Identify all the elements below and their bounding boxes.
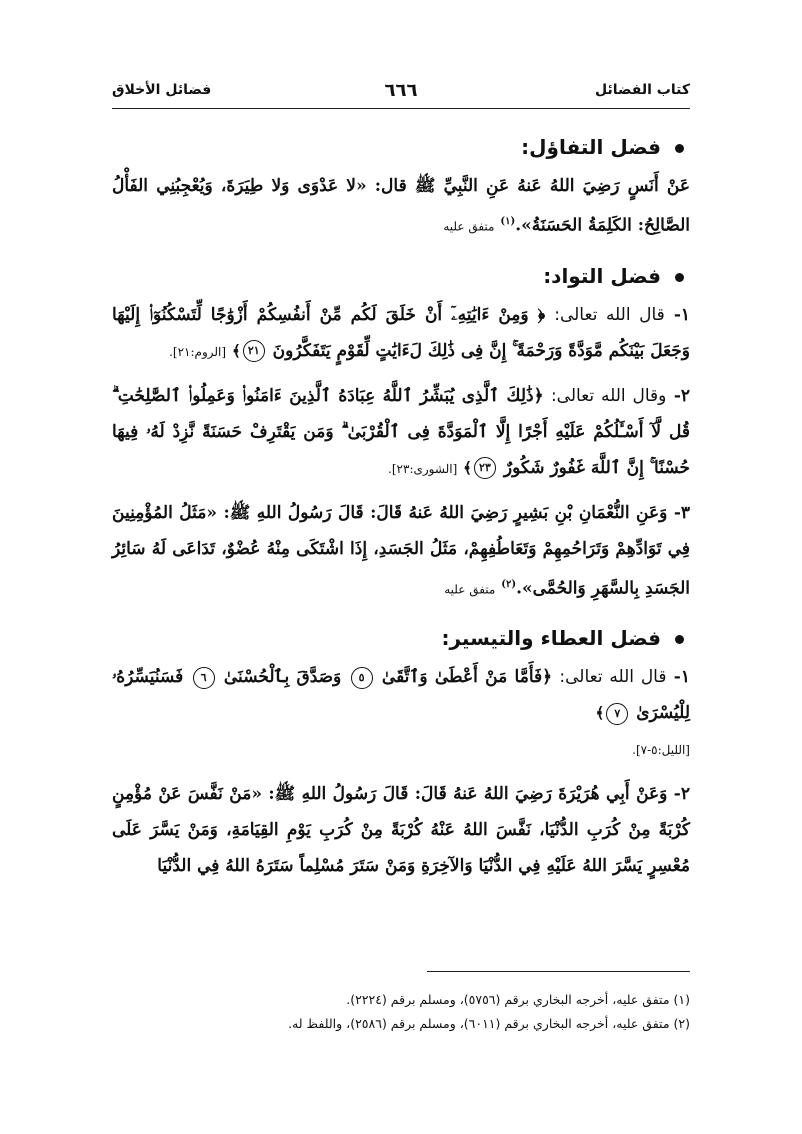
section-heading: فضل العطاء والتيسير: — [112, 621, 690, 655]
section-heading: فضل التفاؤل: — [112, 130, 690, 164]
section-heading: فضل التواد: — [112, 259, 690, 293]
hadith-paragraph: عَنْ أَنَسٍ رَضِيَ اللهُ عَنهُ عَنِ النَّبِيِّ ﷺ قال: «لا عَدْوَى وَلا طِيَرَةَ، وَيُعْجِبُنِي الفَأْلُ الصَّالِحُ: الكَلِمَةُ الحَسَنَةُ».$^{(١)}$ متفق عليه — [112, 176, 690, 236]
footnotes — [112, 988, 690, 1036]
verse-reference: [الشورى:٢٣]. — [388, 461, 458, 476]
hadith-paragraph: ٣- وَعَنِ النُّعْمَانِ بْنِ بَشِيرٍ رَضِيَ اللهُ عَنهُ قَالَ: قَالَ رَسُولُ اللهِ ﷺ: «مَثَلُ المُؤْمِنِينَ فِي تَوَادِّهِمْ وَتَرَاحُمِهِمْ وَتَعَاطُفِهِمْ، مَثَلُ الجَسَدِ، إِذَا اشْتَكَى مِنْهُ عُضْوٌ، تَدَاعَى لَهُ سَائِرُ الجَسَدِ بِالسَّهَرِ وَالحُمَّى».$^{(٢)}$ متفق عليه — [112, 502, 691, 599]
verse-reference: [الروم:٢١]. — [169, 344, 227, 359]
footnote-divider — [427, 971, 690, 972]
ayah-number-icon: ٧ — [606, 703, 628, 725]
footnote-marker: (١) — [500, 216, 516, 227]
page-body — [112, 130, 690, 884]
bullet-icon — [675, 273, 684, 282]
ayah-number-icon: ٢١ — [243, 340, 265, 362]
chapter-title: فضائل الأخلاق — [112, 82, 212, 98]
quran-verse-item: ١- قال الله تعالى: ﴿ وَمِنْ ءَايَٰتِهِۦٓ أَنْ خَلَقَ لَكُم مِّنْ أَنفُسِكُمْ أَزْوَٰجًا لِّتَسْكُنُوٓا۟ إِلَيْهَا وَجَعَلَ بَيْنَكُم مَّوَدَّةً وَرَحْمَةً ۚ إِنَّ فِى ذَٰلِكَ لَءَايَٰتٍ لِّقَوْمٍ يَتَفَكَّرُونَ ٢١﴾ [الروم:٢١]. — [112, 304, 691, 361]
ayah-number-icon: ٢٣ — [474, 457, 496, 479]
footnote-item: (١) متفق عليه، أخرجه البخاري برقم (٥٧٥٦)، ومسلم برقم (٢٢٢٤). — [346, 992, 690, 1007]
footnote-marker: (٢) — [501, 578, 517, 590]
ayah-number-icon: ٦ — [193, 667, 215, 689]
hadith-source: متفق عليه — [443, 219, 495, 234]
running-header — [112, 78, 690, 109]
hadith-source: متفق عليه — [444, 582, 496, 597]
book-title: كتاب الفضائل — [595, 82, 690, 98]
hadith-paragraph: ٢- وَعَنْ أَبِي هُرَيْرَةَ رَضِيَ اللهُ عَنهُ قَالَ: قَالَ رَسُولُ اللهِ ﷺ: «مَنْ نَفَّسَ عَنْ مُؤْمِنٍ كُرْبَةً مِنْ كُرَبِ الدُّنْيَا، نَفَّسَ اللهُ عَنْهُ كُرْبَةً مِنْ كُرَبِ يَوْمِ القِيَامَةِ، وَمَنْ يَسَّرَ عَلَى مُعْسِرٍ يَسَّرَ اللهُ عَلَيْهِ فِي الدُّنْيَا وَالآخِرَةِ وَمَنْ سَتَرَ مُسْلِماً سَتَرَهُ اللهُ فِي الدُّنْيَا — [112, 784, 690, 877]
verse-reference: [الليل:٥-٧]. — [632, 743, 690, 758]
ayah-number-icon: ٥ — [351, 667, 373, 689]
bullet-icon — [675, 144, 684, 153]
quran-verse-item: ٢- وقال الله تعالى: ﴿ذَٰلِكَ ٱلَّذِى يُبَشِّرُ ٱللَّهُ عِبَادَهُ ٱلَّذِينَ ءَامَنُوا۟ وَعَمِلُوا۟ ٱلصَّٰلِحَٰتِ ۗ قُل لَّآ أَسْـَٔلُكُمْ عَلَيْهِ أَجْرًا إِلَّا ٱلْمَوَدَّةَ فِى ٱلْقُرْبَىٰ ۗ وَمَن يَقْتَرِفْ حَسَنَةً نَّزِدْ لَهُۥ فِيهَا حُسْنًا ۚ إِنَّ ٱللَّهَ غَفُورٌ شَكُورٌ ٢٣﴾ [الشورى:٢٣]. — [112, 385, 691, 478]
footnote-item: (٢) متفق عليه، أخرجه البخاري برقم (٦٠١١)، ومسلم برقم (٢٥٨٦)، واللفظ له. — [288, 1016, 690, 1031]
page-number: ٦٦٦ — [384, 80, 418, 101]
quran-verse-item: ١- قال الله تعالى: ﴿فَأَمَّا مَنْ أَعْطَىٰ وَٱتَّقَىٰ ٥ وَصَدَّقَ بِٱلْحُسْنَىٰ ٦ فَسَنُيَسِّرُهُۥ لِلْيُسْرَىٰ ٧﴾ [الليل:٥-٧]. — [112, 667, 690, 758]
bullet-icon — [675, 635, 684, 644]
